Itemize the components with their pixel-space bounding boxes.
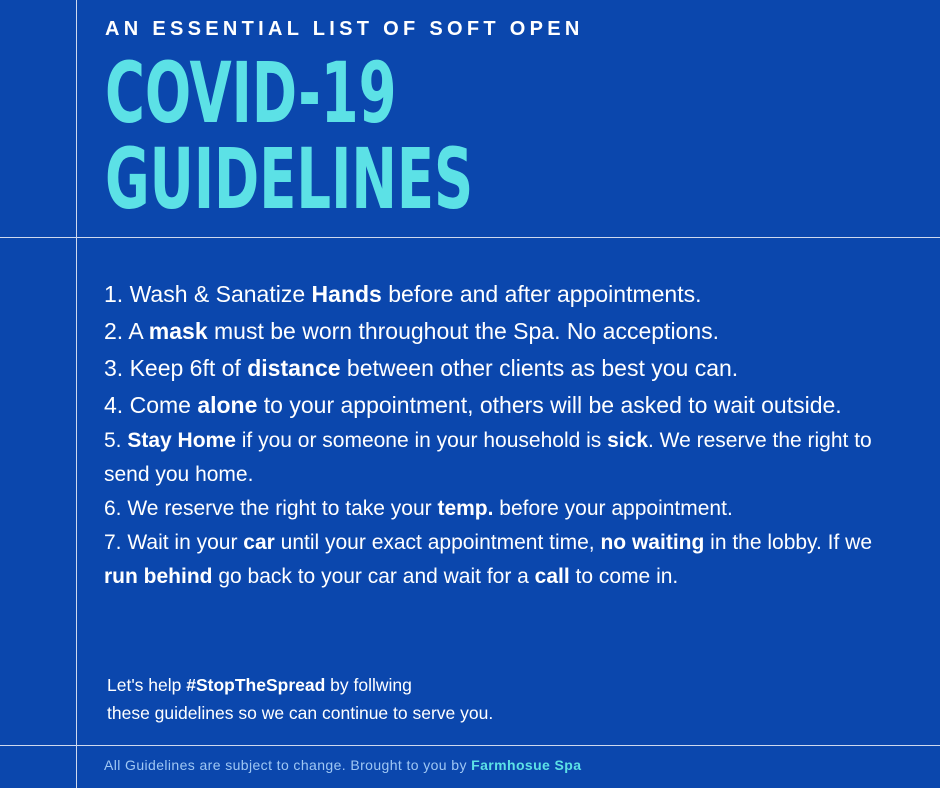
item-number: 5. [104, 429, 128, 452]
item-text: Wash & Sanatize [129, 281, 312, 307]
item-number: 1. [104, 281, 130, 307]
guideline-item-2 [104, 313, 904, 350]
brand-name: Farmhosue Spa [471, 757, 582, 773]
item-emphasis: sick [607, 429, 648, 452]
guideline-item-6 [104, 492, 904, 526]
header-divider-line [0, 237, 940, 238]
item-text: must be worn throughout the Spa. No acceptions. [207, 318, 720, 344]
cta-text: Let's help [107, 675, 187, 695]
item-emphasis: alone [197, 392, 258, 418]
item-text: in the lobby. If we [704, 531, 873, 554]
title-line-2: GUIDELINES [105, 130, 474, 228]
item-text: between other clients as best you can. [340, 355, 739, 381]
item-text: A [128, 318, 149, 344]
item-emphasis: call [534, 565, 570, 588]
item-text: if you or someone in your household is [235, 429, 608, 452]
item-emphasis: mask [148, 318, 208, 344]
guideline-item-1 [104, 276, 904, 313]
kicker-text: AN ESSENTIAL LIST OF SOFT OPEN [105, 18, 584, 40]
hashtag-link[interactable]: #StopTheSpread [186, 675, 326, 695]
item-text: We reserve the right to take your [127, 497, 438, 520]
guideline-item-3 [104, 350, 904, 387]
item-emphasis: temp. [437, 497, 494, 520]
item-text: before your appointment. [493, 497, 733, 520]
title-line-1: COVID-19 [105, 44, 397, 142]
item-text: to come in. [569, 565, 679, 588]
item-text: Wait in your [127, 531, 244, 554]
footer-text: All Guidelines are subject to change. Brought to you by [104, 757, 472, 773]
call-to-action [107, 671, 707, 727]
item-text: . We reserve the right to send you home. [104, 429, 872, 486]
item-emphasis: Stay Home [127, 429, 236, 452]
item-emphasis: run behind [104, 565, 213, 588]
guideline-item-4 [104, 387, 904, 424]
item-number: 4. [104, 392, 130, 418]
footer-note [104, 757, 581, 773]
cta-line-1 [107, 671, 707, 699]
item-text: Come [129, 392, 198, 418]
item-text: Keep 6ft of [129, 355, 248, 381]
item-number: 6. [104, 497, 128, 520]
guideline-item-5 [104, 424, 904, 492]
item-emphasis: Hands [311, 281, 382, 307]
item-text: go back to your car and wait for a [212, 565, 535, 588]
footer-divider-line [0, 745, 940, 746]
item-emphasis: car [243, 531, 275, 554]
item-emphasis: no waiting [600, 531, 705, 554]
item-number: 3. [104, 355, 130, 381]
item-text: to your appointment, others will be asked to wait outside. [257, 392, 842, 418]
cta-text: by follwing [325, 675, 412, 695]
item-number: 2. [104, 318, 129, 344]
cta-line-2: these guidelines so we can continue to serve you. [107, 703, 494, 723]
guideline-item-7 [104, 526, 904, 594]
item-text: until your exact appointment time, [274, 531, 601, 554]
vertical-divider-line [76, 0, 77, 788]
item-number: 7. [104, 531, 128, 554]
guidelines-list [104, 276, 904, 594]
item-text: before and after appointments. [381, 281, 702, 307]
page-title [105, 44, 474, 228]
item-emphasis: distance [247, 355, 341, 381]
